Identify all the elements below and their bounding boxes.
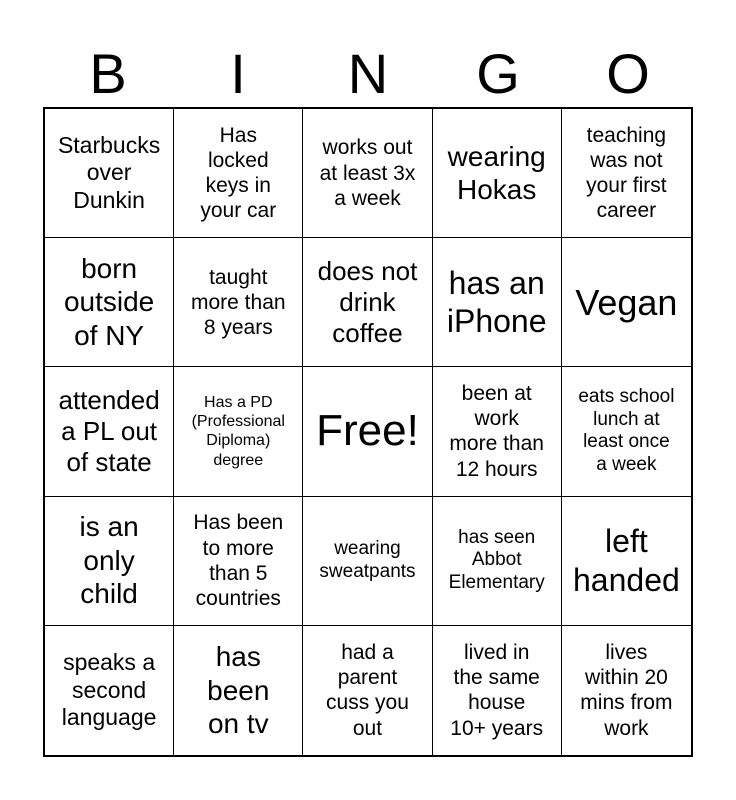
bingo-cell-line: more than (191, 290, 286, 314)
bingo-cell-text (58, 132, 160, 215)
bingo-cell-line: Free! (316, 406, 419, 456)
bingo-cell-line: a week (596, 454, 657, 476)
bingo-cell-line: degree (213, 451, 264, 469)
bingo-cell-line: than 5 (209, 561, 268, 585)
bingo-cell-line: left (605, 523, 648, 560)
header-letter-g: G (476, 42, 520, 105)
bingo-cell (433, 497, 562, 626)
bingo-cell-line: Has (219, 123, 257, 147)
bingo-cell-line: language (61, 704, 157, 731)
bingo-cell (174, 109, 303, 238)
bingo-cell-line: of NY (74, 320, 145, 352)
bingo-cell-text (320, 135, 416, 211)
bingo-cell (45, 367, 174, 496)
bingo-header (43, 44, 693, 104)
bingo-cell-line: has seen (458, 526, 536, 548)
bingo-cell-line: been (207, 674, 270, 706)
bingo-cell-line: attended (58, 384, 160, 415)
bingo-cell (433, 367, 562, 496)
bingo-cell-line: of state (66, 447, 152, 478)
bingo-cell-line: more than (449, 432, 544, 456)
bingo-cell (45, 238, 174, 367)
bingo-cell-line: 10+ years (450, 716, 544, 740)
bingo-cell-line: lived in (464, 641, 530, 665)
bingo-cell-line: wearing (334, 537, 401, 559)
bingo-cell (303, 626, 432, 755)
bingo-cell-text (192, 393, 285, 470)
bingo-cell-text (318, 256, 418, 350)
bingo-cell-line: coffee (332, 317, 403, 348)
bingo-cell (562, 497, 691, 626)
bingo-cell (45, 497, 174, 626)
bingo-cell-line: iPhone (446, 303, 547, 340)
bingo-cell-line: Elementary (448, 572, 545, 594)
bingo-cell (562, 109, 691, 238)
bingo-cell-line: house (468, 691, 526, 715)
bingo-cell-text (586, 123, 667, 224)
bingo-cell-line: out (352, 716, 383, 740)
bingo-cell-line: at least 3x (319, 161, 416, 185)
bingo-grid (43, 107, 693, 757)
bingo-cell-line: has an (448, 264, 545, 301)
bingo-cell-line: on tv (207, 708, 269, 740)
bingo-cell (303, 109, 432, 238)
bingo-cell-line: only (83, 544, 135, 576)
bingo-cell-line: lunch at (593, 408, 660, 430)
bingo-cell-line: work (604, 716, 649, 740)
bingo-cell-line: countries (195, 586, 281, 610)
bingo-cell-line: the same (453, 666, 540, 690)
bingo-cell (562, 626, 691, 755)
bingo-cell-line: Vegan (575, 281, 678, 323)
bingo-cell-text (448, 140, 546, 207)
bingo-cell-text (450, 640, 543, 741)
bingo-cell (174, 367, 303, 496)
bingo-cell (433, 238, 562, 367)
bingo-cell-line: over (86, 159, 132, 186)
bingo-cell-line: child (80, 578, 138, 610)
bingo-cell-line: drink (339, 286, 396, 317)
bingo-cell-line: least once (583, 431, 670, 453)
bingo-cell-line: is an (79, 511, 139, 543)
bingo-cell-text (80, 510, 139, 611)
bingo-cell (45, 626, 174, 755)
bingo-cell-line: speaks a (63, 649, 156, 675)
header-letter-i: I (230, 42, 246, 105)
bingo-cell-text (64, 252, 154, 353)
bingo-cell (562, 367, 691, 496)
bingo-cell-line: Dunkin (73, 186, 145, 213)
bingo-cell-text (580, 640, 672, 741)
bingo-cell-line: handed (573, 561, 680, 598)
bingo-cell-line: your car (200, 199, 277, 223)
bingo-cell-line: mins from (580, 691, 673, 715)
bingo-cell (45, 109, 174, 238)
bingo-cell-text (578, 386, 674, 477)
bingo-cell (174, 238, 303, 367)
bingo-cell-line: eats school (578, 385, 675, 407)
bingo-cell-line: 8 years (203, 315, 273, 339)
header-letter-b: B (89, 42, 127, 105)
bingo-cell-line: your first (586, 174, 667, 198)
bingo-cell (303, 238, 432, 367)
bingo-cell (303, 497, 432, 626)
bingo-cell-line: sweatpants (319, 560, 416, 582)
bingo-cell-text (447, 264, 547, 341)
bingo-cell-line: Abbot (471, 549, 522, 571)
bingo-cell-text (575, 281, 677, 324)
header-letter-o: O (606, 42, 650, 105)
bingo-cell-line: Diploma) (206, 432, 271, 450)
bingo-cell-line: a PL out (61, 415, 158, 446)
bingo-cell-text (449, 527, 545, 595)
bingo-cell-line: within 20 (584, 666, 668, 690)
bingo-cell-line: Starbucks (57, 131, 161, 158)
bingo-cell (174, 626, 303, 755)
bingo-cell-line: was not (590, 148, 663, 172)
bingo-cell-line: works out (322, 136, 413, 160)
bingo-cell-text (326, 640, 409, 741)
bingo-cell-line: work (474, 407, 519, 431)
bingo-cell-text (62, 649, 157, 732)
bingo-cell-line: been at (461, 382, 532, 406)
bingo-cell-line: career (596, 199, 657, 223)
bingo-cell-line: (Professional (191, 413, 285, 431)
bingo-cell-line: Hokas (457, 174, 537, 206)
bingo-cell-line: to more (202, 536, 274, 560)
bingo-cell-line: keys in (205, 174, 271, 198)
bingo-cell-text (200, 123, 276, 224)
bingo-cell-text (193, 510, 283, 611)
bingo-cell (433, 109, 562, 238)
bingo-cell-line: teaching (586, 123, 667, 147)
bingo-cell-line: taught (209, 265, 268, 289)
bingo-cell (562, 238, 691, 367)
bingo-cell-line: locked (207, 148, 269, 172)
bingo-cell-line: lives (605, 641, 648, 665)
bingo-cell-text (316, 405, 419, 458)
bingo-cell-text (58, 385, 159, 479)
bingo-cell-line: a week (334, 186, 401, 210)
bingo-cell-line: 12 hours (455, 457, 538, 481)
bingo-cell-text (207, 640, 269, 741)
bingo-cell-line: outside (63, 286, 155, 318)
bingo-cell-text (449, 381, 544, 482)
free-space-cell (303, 367, 432, 496)
header-letter-n: N (347, 42, 389, 105)
bingo-cell-line: Has a PD (204, 394, 273, 412)
bingo-cell-line: cuss you (326, 691, 409, 715)
bingo-cell (433, 626, 562, 755)
bingo-cell-line: does not (317, 255, 418, 286)
bingo-cell-line: parent (337, 666, 398, 690)
bingo-cell-line: Has been (193, 511, 284, 535)
bingo-cell-line: had a (341, 641, 394, 665)
bingo-cell-text (319, 538, 415, 584)
bingo-cell-text (573, 522, 680, 599)
bingo-cell-text (191, 265, 286, 341)
bingo-cell-line: second (72, 676, 147, 703)
bingo-cell (174, 497, 303, 626)
bingo-cell-line: born (81, 252, 138, 284)
bingo-cell-line: has (215, 641, 261, 672)
bingo-cell-line: wearing (447, 140, 546, 172)
